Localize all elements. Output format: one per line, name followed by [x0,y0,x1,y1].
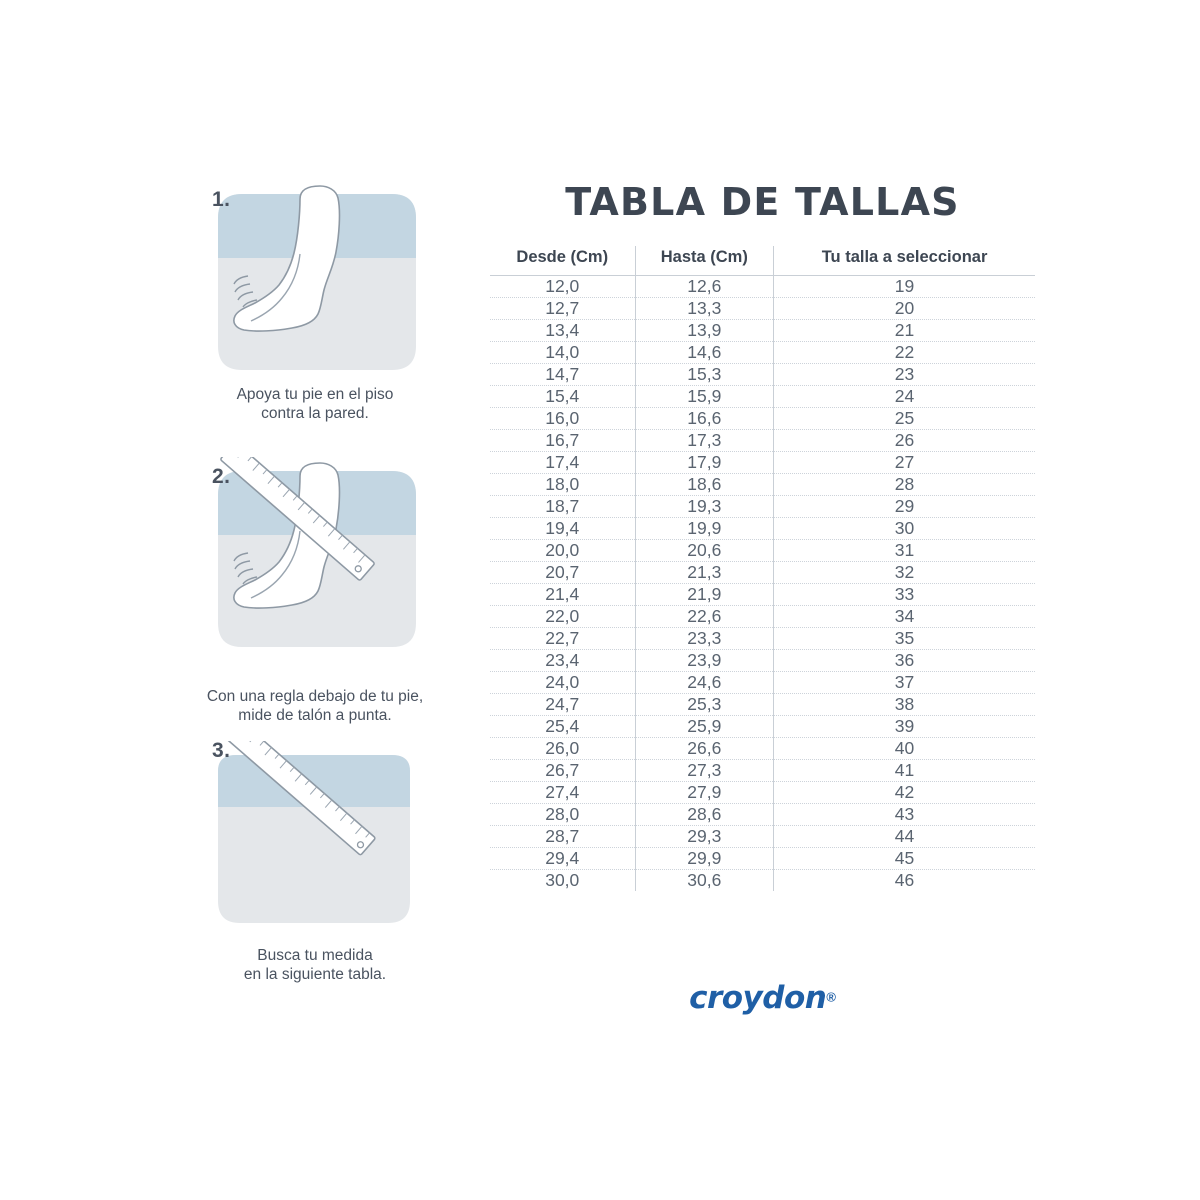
table-header-row [490,246,1035,276]
cell-desde: 28,0 [490,804,635,826]
cell-talla: 29 [774,496,1035,518]
table-row [490,760,1035,782]
table-row [490,320,1035,342]
step-2-caption-line1: Con una regla debajo de tu pie, [206,688,424,705]
cell-desde: 29,4 [490,848,635,870]
table-row [490,672,1035,694]
table-row [490,826,1035,848]
cell-desde: 12,7 [490,298,635,320]
cell-talla: 37 [774,672,1035,694]
table-row [490,364,1035,386]
cell-desde: 13,4 [490,320,635,342]
table-row [490,452,1035,474]
column-header-desde: Desde (Cm) [490,246,635,276]
cell-hasta: 13,3 [635,298,774,320]
cell-hasta: 15,9 [635,386,774,408]
cell-talla: 32 [774,562,1035,584]
cell-talla: 28 [774,474,1035,496]
cell-desde: 18,7 [490,496,635,518]
table-row [490,870,1035,892]
cell-talla: 40 [774,738,1035,760]
brand-registered-mark: ® [826,989,836,1005]
cell-talla: 43 [774,804,1035,826]
cell-talla: 24 [774,386,1035,408]
step-2-illustration [170,457,460,687]
table-row [490,342,1035,364]
table-row [490,738,1035,760]
cell-hasta: 28,6 [635,804,774,826]
cell-hasta: 21,9 [635,584,774,606]
cell-talla: 19 [774,276,1035,298]
cell-talla: 34 [774,606,1035,628]
cell-hasta: 16,6 [635,408,774,430]
cell-desde: 20,7 [490,562,635,584]
cell-desde: 30,0 [545,870,580,890]
cell-hasta: 17,3 [635,430,774,452]
cell-talla: 22 [774,342,1035,364]
cell-hasta: 27,3 [635,760,774,782]
cell-talla: 27 [774,452,1035,474]
column-header-talla: Tu talla a seleccionar [774,246,1035,276]
cell-hasta: 29,3 [635,826,774,848]
cell-hasta: 18,6 [635,474,774,496]
cell-desde: 19,4 [490,518,635,540]
instructions-column [170,180,460,990]
cell-hasta: 25,3 [635,694,774,716]
table-row [490,804,1035,826]
table-row [490,430,1035,452]
brand-name: croydon [689,980,827,1016]
cell-talla: 36 [774,650,1035,672]
table-row [490,694,1035,716]
cell-desde: 16,0 [490,408,635,430]
step-3-caption-line1: Busca tu medida [257,947,373,964]
table-row [490,518,1035,540]
brand-logo [490,980,1035,1016]
cell-desde: 20,0 [490,540,635,562]
cell-talla: 20 [774,298,1035,320]
table-row [490,474,1035,496]
cell-talla: 33 [774,584,1035,606]
cell-hasta: 19,9 [635,518,774,540]
cell-desde: 24,7 [490,694,635,716]
cell-talla: 23 [774,364,1035,386]
cell-talla: 41 [774,760,1035,782]
cell-desde: 16,7 [490,430,635,452]
cell-talla: 46 [774,870,1035,892]
cell-desde: 27,4 [490,782,635,804]
cell-desde: 14,0 [490,342,635,364]
step-1-caption [170,385,460,423]
cell-hasta: 29,9 [635,848,774,870]
step-1-caption-line1: Apoya tu pie en el piso [236,386,394,403]
cell-desde: 26,7 [490,760,635,782]
table-row [490,782,1035,804]
size-table-section [490,180,1035,891]
cell-hasta: 24,6 [635,672,774,694]
instruction-step-1 [170,180,460,423]
cell-hasta: 14,6 [635,342,774,364]
step-3-caption-line2: en la siguiente tabla. [243,966,387,983]
cell-hasta: 15,3 [635,364,774,386]
step-1-number: 1. [212,188,231,211]
cell-talla: 31 [774,540,1035,562]
table-row [490,408,1035,430]
cell-talla: 30 [774,518,1035,540]
cell-hasta: 30,6 [635,870,774,892]
cell-talla: 21 [774,320,1035,342]
cell-talla: 44 [774,826,1035,848]
cell-hasta: 27,9 [635,782,774,804]
cell-desde: 25,4 [490,716,635,738]
cell-desde: 28,7 [490,826,635,848]
cell-hasta: 23,3 [635,628,774,650]
cell-talla: 26 [774,430,1035,452]
column-header-hasta: Hasta (Cm) [635,246,774,276]
step-2-caption [170,687,460,725]
cell-hasta: 17,9 [635,452,774,474]
table-row [490,540,1035,562]
cell-desde: 26,0 [490,738,635,760]
cell-hasta: 12,6 [635,276,774,298]
cell-talla: 25 [774,408,1035,430]
table-row [490,298,1035,320]
cell-hasta: 19,3 [635,496,774,518]
cell-desde: 21,4 [490,584,635,606]
cell-desde: 22,7 [490,628,635,650]
table-row [490,650,1035,672]
table-row [490,848,1035,870]
cell-desde: 24,0 [490,672,635,694]
cell-hasta: 25,9 [635,716,774,738]
table-row [490,716,1035,738]
step-2-caption-line2: mide de talón a punta. [238,707,392,724]
size-table [490,246,1035,891]
cell-hasta: 20,6 [635,540,774,562]
cell-desde: 14,7 [490,364,635,386]
instruction-step-3 [170,741,460,984]
cell-desde: 23,4 [490,650,635,672]
cell-desde: 17,4 [490,452,635,474]
cell-hasta: 13,9 [635,320,774,342]
cell-talla: 39 [774,716,1035,738]
table-row [490,628,1035,650]
cell-hasta: 26,6 [635,738,774,760]
table-row [490,276,1035,298]
step-2-number: 2. [212,465,231,488]
instruction-step-2 [170,457,460,725]
cell-hasta: 22,6 [635,606,774,628]
page-title: TABLA DE TALLAS [565,180,960,224]
table-row [490,386,1035,408]
step-3-illustration [170,741,460,946]
cell-talla: 45 [774,848,1035,870]
table-row [490,496,1035,518]
cell-hasta: 21,3 [635,562,774,584]
step-1-caption-line2: contra la pared. [261,405,369,422]
table-row [490,606,1035,628]
cell-desde: 15,4 [490,386,635,408]
cell-desde: 22,0 [490,606,635,628]
cell-talla: 38 [774,694,1035,716]
table-row [490,562,1035,584]
cell-talla: 42 [774,782,1035,804]
cell-hasta: 23,9 [635,650,774,672]
table-body [490,276,1035,892]
cell-talla: 35 [774,628,1035,650]
step-3-number: 3. [212,739,231,762]
table-row [490,584,1035,606]
cell-desde: 12,0 [490,276,635,298]
cell-desde: 18,0 [490,474,635,496]
